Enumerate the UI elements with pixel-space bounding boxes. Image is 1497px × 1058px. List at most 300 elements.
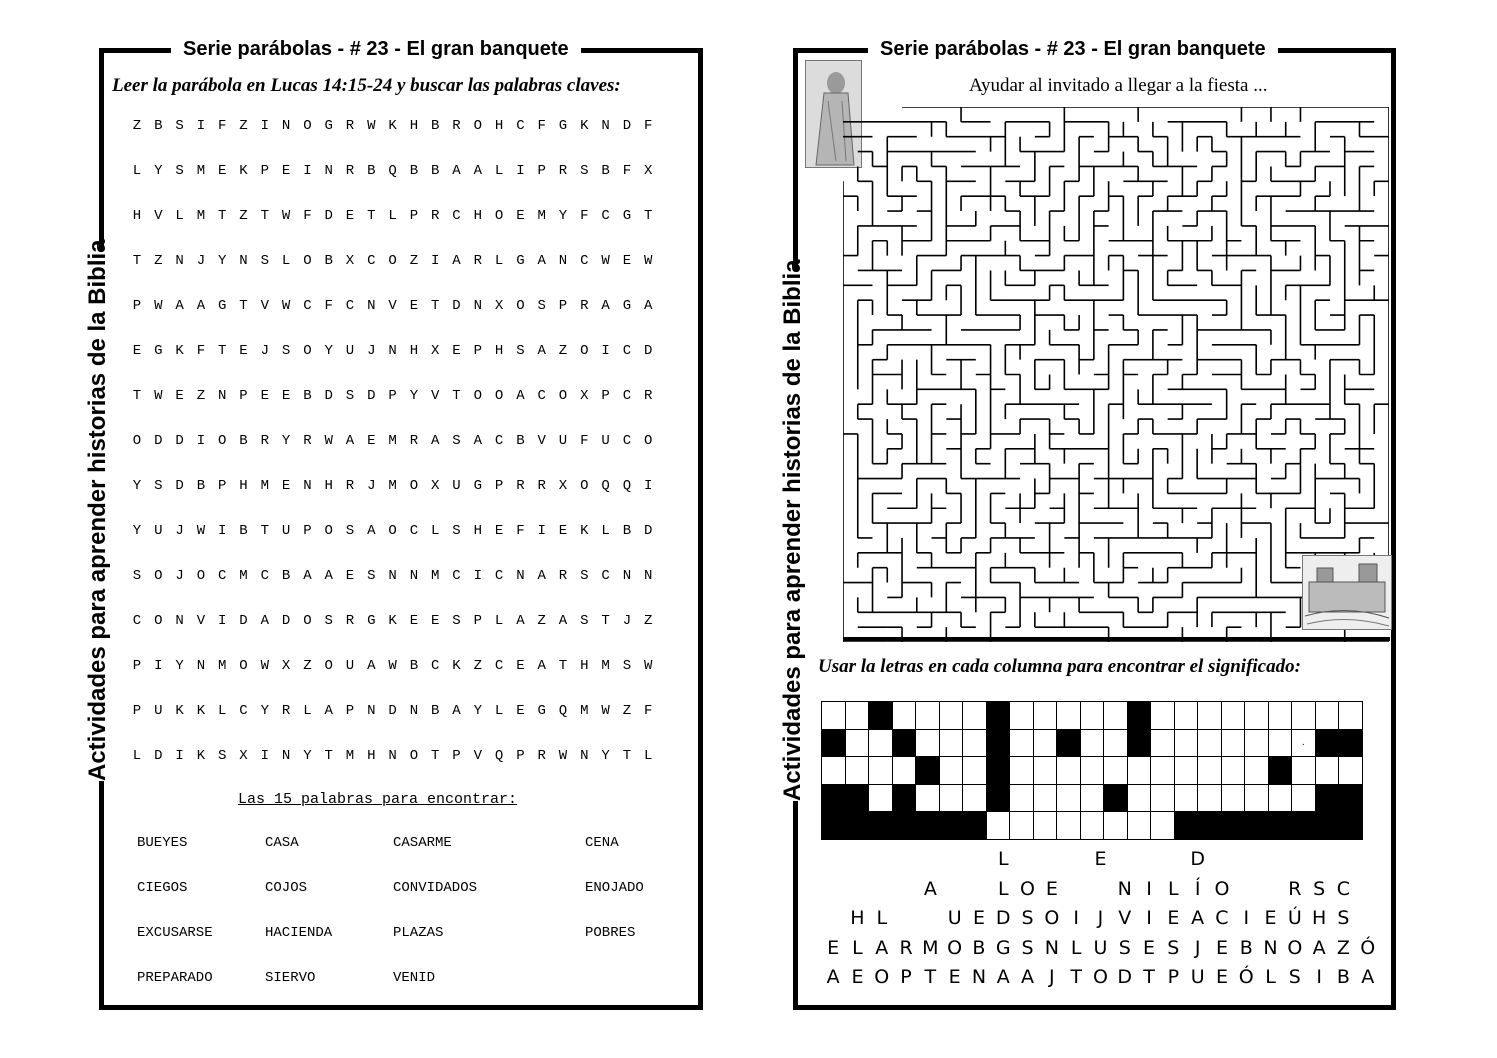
answer-cell[interactable] xyxy=(1292,757,1316,785)
grid-letter[interactable]: N xyxy=(388,748,397,764)
grid-letter[interactable]: R xyxy=(303,433,312,449)
grid-letter[interactable]: N xyxy=(388,568,397,584)
grid-letter[interactable]: H xyxy=(494,118,504,134)
grid-letter[interactable]: G xyxy=(558,118,568,134)
grid-letter[interactable]: T xyxy=(217,208,227,224)
grid-letter[interactable]: O xyxy=(409,478,419,494)
grid-letter[interactable]: Z xyxy=(409,253,419,269)
answer-cell[interactable] xyxy=(963,757,987,785)
grid-letter[interactable]: M xyxy=(430,568,440,584)
grid-letter[interactable]: L xyxy=(132,748,142,764)
grid-letter[interactable]: M xyxy=(388,478,397,494)
grid-letter[interactable]: T xyxy=(430,298,440,314)
grid-letter[interactable]: C xyxy=(452,208,461,224)
grid-letter[interactable]: Y xyxy=(324,343,333,359)
grid-letter[interactable]: W xyxy=(388,658,397,674)
grid-letter[interactable]: A xyxy=(367,523,376,539)
answer-cell[interactable] xyxy=(1315,702,1339,730)
grid-letter[interactable]: Z xyxy=(537,613,546,629)
grid-letter[interactable]: M xyxy=(537,208,546,224)
grid-letter[interactable]: I xyxy=(601,343,610,359)
grid-letter[interactable]: Y xyxy=(601,748,610,764)
grid-letter[interactable]: I xyxy=(196,118,206,134)
grid-letter[interactable]: F xyxy=(622,163,632,179)
grid-letter[interactable]: K xyxy=(239,163,248,179)
grid-letter[interactable]: E xyxy=(430,613,440,629)
answer-cell[interactable] xyxy=(1033,784,1057,812)
grid-letter[interactable]: T xyxy=(260,523,269,539)
grid-letter[interactable]: P xyxy=(388,388,397,404)
grid-letter[interactable]: Z xyxy=(132,118,142,134)
answer-cell[interactable] xyxy=(869,757,893,785)
grid-letter[interactable]: O xyxy=(494,388,504,404)
answer-cell[interactable] xyxy=(1198,784,1222,812)
grid-letter[interactable]: T xyxy=(132,388,142,404)
grid-letter[interactable]: A xyxy=(537,253,546,269)
grid-letter[interactable]: F xyxy=(196,343,206,359)
grid-letter[interactable]: A xyxy=(558,613,568,629)
grid-letter[interactable]: S xyxy=(175,163,184,179)
grid-letter[interactable]: A xyxy=(175,298,184,314)
grid-letter[interactable]: O xyxy=(643,433,653,449)
grid-letter[interactable]: M xyxy=(239,568,248,584)
grid-letter[interactable]: B xyxy=(409,163,419,179)
grid-letter[interactable]: R xyxy=(345,163,355,179)
answer-cell[interactable] xyxy=(916,784,940,812)
grid-letter[interactable]: V xyxy=(260,298,269,314)
grid-letter[interactable]: C xyxy=(580,253,589,269)
answer-cell[interactable] xyxy=(1151,757,1175,785)
grid-letter[interactable]: R xyxy=(516,478,525,494)
grid-letter[interactable]: P xyxy=(452,748,461,764)
answer-cell[interactable] xyxy=(869,784,893,812)
grid-letter[interactable]: O xyxy=(217,433,227,449)
grid-letter[interactable]: O xyxy=(303,253,312,269)
grid-letter[interactable]: D xyxy=(452,298,461,314)
grid-letter[interactable]: C xyxy=(494,568,504,584)
answer-cell[interactable] xyxy=(1127,784,1151,812)
grid-letter[interactable]: T xyxy=(643,208,653,224)
grid-letter[interactable]: O xyxy=(473,388,482,404)
grid-letter[interactable]: E xyxy=(409,298,419,314)
grid-letter[interactable]: V xyxy=(388,298,397,314)
grid-letter[interactable]: N xyxy=(217,388,227,404)
grid-letter[interactable]: Q xyxy=(622,478,632,494)
grid-letter[interactable]: I xyxy=(473,568,482,584)
grid-letter[interactable]: E xyxy=(281,478,291,494)
grid-letter[interactable]: C xyxy=(622,388,632,404)
grid-letter[interactable]: N xyxy=(175,253,184,269)
grid-letter[interactable]: K xyxy=(388,118,397,134)
grid-letter[interactable]: S xyxy=(580,568,589,584)
grid-letter[interactable]: I xyxy=(260,118,269,134)
answer-cell[interactable] xyxy=(1174,729,1198,757)
grid-letter[interactable]: D xyxy=(367,388,376,404)
grid-letter[interactable]: A xyxy=(430,433,440,449)
answer-cell[interactable] xyxy=(1151,702,1175,730)
answer-cell[interactable] xyxy=(1080,812,1104,840)
grid-letter[interactable]: P xyxy=(558,298,568,314)
grid-letter[interactable]: G xyxy=(367,613,376,629)
grid-letter[interactable]: A xyxy=(643,298,653,314)
grid-letter[interactable]: N xyxy=(303,478,312,494)
answer-cell[interactable] xyxy=(1080,784,1104,812)
grid-letter[interactable]: R xyxy=(537,748,546,764)
grid-letter[interactable]: J xyxy=(175,523,184,539)
grid-letter[interactable]: Y xyxy=(132,523,142,539)
answer-cell[interactable] xyxy=(1010,729,1034,757)
grid-letter[interactable]: W xyxy=(154,388,163,404)
grid-letter[interactable]: Z xyxy=(558,343,568,359)
grid-letter[interactable]: U xyxy=(281,523,291,539)
answer-cell[interactable] xyxy=(963,784,987,812)
grid-letter[interactable]: I xyxy=(303,163,312,179)
grid-letter[interactable]: V xyxy=(154,208,163,224)
grid-letter[interactable]: F xyxy=(217,118,227,134)
grid-letter[interactable]: B xyxy=(601,163,610,179)
grid-letter[interactable]: H xyxy=(132,208,142,224)
grid-letter[interactable]: W xyxy=(643,253,653,269)
grid-letter[interactable]: U xyxy=(558,433,568,449)
grid-letter[interactable]: D xyxy=(324,208,333,224)
grid-letter[interactable]: R xyxy=(260,433,269,449)
answer-cell[interactable] xyxy=(986,812,1010,840)
grid-letter[interactable]: D xyxy=(643,523,653,539)
answer-cell[interactable] xyxy=(916,729,940,757)
answer-cell[interactable] xyxy=(1080,702,1104,730)
answer-cell[interactable] xyxy=(1221,702,1245,730)
grid-letter[interactable]: Y xyxy=(558,208,568,224)
grid-letter[interactable]: P xyxy=(132,658,142,674)
grid-letter[interactable]: X xyxy=(580,388,589,404)
grid-letter[interactable]: Y xyxy=(260,703,269,719)
grid-letter[interactable]: F xyxy=(580,433,589,449)
grid-letter[interactable]: W xyxy=(367,118,376,134)
grid-letter[interactable]: O xyxy=(154,568,163,584)
grid-letter[interactable]: W xyxy=(154,298,163,314)
grid-letter[interactable]: S xyxy=(132,568,142,584)
grid-letter[interactable]: B xyxy=(409,658,419,674)
grid-letter[interactable]: Y xyxy=(303,748,312,764)
grid-letter[interactable]: H xyxy=(473,208,482,224)
grid-letter[interactable]: L xyxy=(217,703,227,719)
grid-letter[interactable]: M xyxy=(601,658,610,674)
grid-letter[interactable]: D xyxy=(154,433,163,449)
grid-letter[interactable]: M xyxy=(580,703,589,719)
grid-letter[interactable]: V xyxy=(537,433,546,449)
grid-letter[interactable]: L xyxy=(175,208,184,224)
answer-cell[interactable] xyxy=(1057,812,1081,840)
answer-cell[interactable] xyxy=(1245,784,1269,812)
grid-letter[interactable]: C xyxy=(494,433,504,449)
grid-letter[interactable]: Y xyxy=(132,478,142,494)
grid-letter[interactable]: G xyxy=(537,703,546,719)
grid-letter[interactable]: K xyxy=(452,658,461,674)
answer-cell[interactable]: . xyxy=(1292,729,1316,757)
grid-letter[interactable]: N xyxy=(196,658,206,674)
answer-cell[interactable] xyxy=(1033,812,1057,840)
grid-letter[interactable]: N xyxy=(388,343,397,359)
grid-letter[interactable]: Z xyxy=(196,388,206,404)
grid-letter[interactable]: H xyxy=(367,748,376,764)
answer-cell[interactable] xyxy=(1245,757,1269,785)
grid-letter[interactable]: H xyxy=(324,478,333,494)
grid-letter[interactable]: R xyxy=(452,118,461,134)
grid-letter[interactable]: G xyxy=(324,118,333,134)
grid-letter[interactable]: A xyxy=(452,253,461,269)
grid-letter[interactable]: T xyxy=(132,253,142,269)
grid-letter[interactable]: P xyxy=(239,388,248,404)
grid-letter[interactable]: P xyxy=(260,163,269,179)
grid-letter[interactable]: R xyxy=(643,388,653,404)
answer-cell[interactable] xyxy=(1010,784,1034,812)
grid-letter[interactable]: N xyxy=(367,703,376,719)
grid-letter[interactable]: I xyxy=(516,163,525,179)
grid-letter[interactable]: A xyxy=(537,568,546,584)
grid-letter[interactable]: E xyxy=(345,208,355,224)
answer-cell[interactable] xyxy=(1127,757,1151,785)
grid-letter[interactable]: A xyxy=(473,163,482,179)
grid-letter[interactable]: C xyxy=(430,658,440,674)
grid-letter[interactable]: Q xyxy=(388,163,397,179)
grid-letter[interactable]: G xyxy=(217,298,227,314)
grid-letter[interactable]: E xyxy=(494,523,504,539)
grid-letter[interactable]: B xyxy=(430,703,440,719)
grid-letter[interactable]: W xyxy=(281,208,291,224)
answer-cell[interactable] xyxy=(892,702,916,730)
grid-letter[interactable]: C xyxy=(601,208,610,224)
answer-cell[interactable] xyxy=(1057,702,1081,730)
grid-letter[interactable]: Z xyxy=(622,703,632,719)
grid-letter[interactable]: Y xyxy=(175,658,184,674)
grid-letter[interactable]: V xyxy=(196,613,206,629)
grid-letter[interactable]: H xyxy=(409,343,419,359)
grid-letter[interactable]: O xyxy=(324,523,333,539)
grid-letter[interactable]: A xyxy=(452,163,461,179)
answer-cell[interactable] xyxy=(1198,702,1222,730)
grid-letter[interactable]: D xyxy=(239,613,248,629)
grid-letter[interactable]: I xyxy=(260,748,269,764)
grid-letter[interactable]: T xyxy=(622,748,632,764)
answer-cell[interactable] xyxy=(939,729,963,757)
answer-cell[interactable] xyxy=(939,757,963,785)
answer-cell[interactable] xyxy=(1245,729,1269,757)
grid-letter[interactable]: J xyxy=(367,478,376,494)
grid-letter[interactable]: P xyxy=(345,703,355,719)
grid-letter[interactable]: O xyxy=(388,253,397,269)
answer-cell[interactable] xyxy=(1033,757,1057,785)
answer-cell[interactable] xyxy=(1010,757,1034,785)
grid-letter[interactable]: L xyxy=(281,253,291,269)
grid-letter[interactable]: O xyxy=(473,118,482,134)
grid-letter[interactable]: S xyxy=(580,613,589,629)
answer-cell[interactable] xyxy=(1127,812,1151,840)
grid-letter[interactable]: I xyxy=(175,748,184,764)
grid-letter[interactable]: Z xyxy=(303,658,312,674)
answer-cell[interactable] xyxy=(1174,702,1198,730)
grid-letter[interactable]: C xyxy=(601,568,610,584)
grid-letter[interactable]: F xyxy=(580,208,589,224)
answer-cell[interactable] xyxy=(1151,729,1175,757)
grid-letter[interactable]: D xyxy=(175,433,184,449)
grid-letter[interactable]: E xyxy=(345,568,355,584)
grid-letter[interactable]: O xyxy=(516,298,525,314)
answer-cell[interactable] xyxy=(822,702,846,730)
grid-letter[interactable]: E xyxy=(452,343,461,359)
grid-letter[interactable]: R xyxy=(281,703,291,719)
grid-letter[interactable]: U xyxy=(601,433,610,449)
grid-letter[interactable]: C xyxy=(239,703,248,719)
grid-letter[interactable]: R xyxy=(580,298,589,314)
grid-letter[interactable]: L xyxy=(494,703,504,719)
grid-letter[interactable]: L xyxy=(132,163,142,179)
grid-letter[interactable]: B xyxy=(516,433,525,449)
grid-letter[interactable]: P xyxy=(494,478,504,494)
grid-letter[interactable]: O xyxy=(324,658,333,674)
grid-letter[interactable]: O xyxy=(580,478,589,494)
grid-letter[interactable]: A xyxy=(367,658,376,674)
grid-letter[interactable]: R xyxy=(473,253,482,269)
grid-letter[interactable]: B xyxy=(154,118,163,134)
answer-cell[interactable] xyxy=(1268,784,1292,812)
grid-letter[interactable]: N xyxy=(324,163,333,179)
grid-letter[interactable]: S xyxy=(154,478,163,494)
grid-letter[interactable]: W xyxy=(601,703,610,719)
grid-letter[interactable]: O xyxy=(388,523,397,539)
grid-letter[interactable]: C xyxy=(345,298,355,314)
answer-cell[interactable] xyxy=(892,757,916,785)
grid-letter[interactable]: E xyxy=(132,343,142,359)
grid-letter[interactable]: R xyxy=(430,208,440,224)
grid-letter[interactable]: K xyxy=(580,523,589,539)
grid-letter[interactable]: Y xyxy=(409,388,419,404)
grid-letter[interactable]: T xyxy=(430,748,440,764)
grid-letter[interactable]: F xyxy=(324,298,333,314)
grid-letter[interactable]: R xyxy=(558,568,568,584)
answer-cell[interactable] xyxy=(1010,702,1034,730)
grid-letter[interactable]: P xyxy=(303,523,312,539)
grid-letter[interactable]: K xyxy=(196,748,206,764)
grid-letter[interactable]: M xyxy=(196,163,206,179)
grid-letter[interactable]: O xyxy=(303,343,312,359)
grid-letter[interactable]: A xyxy=(601,298,610,314)
answer-cell[interactable] xyxy=(1221,729,1245,757)
grid-letter[interactable]: N xyxy=(580,748,589,764)
grid-letter[interactable]: T xyxy=(260,208,269,224)
grid-letter[interactable]: K xyxy=(175,703,184,719)
answer-cell[interactable] xyxy=(1057,784,1081,812)
grid-letter[interactable]: Y xyxy=(154,163,163,179)
grid-letter[interactable]: L xyxy=(303,703,312,719)
grid-letter[interactable]: K xyxy=(580,118,589,134)
grid-letter[interactable]: T xyxy=(217,343,227,359)
grid-letter[interactable]: L xyxy=(388,208,397,224)
grid-letter[interactable]: W xyxy=(196,523,206,539)
answer-cell[interactable] xyxy=(1339,757,1363,785)
grid-letter[interactable]: R xyxy=(409,433,419,449)
grid-letter[interactable]: K xyxy=(388,613,397,629)
grid-letter[interactable]: O xyxy=(303,613,312,629)
grid-letter[interactable]: D xyxy=(175,478,184,494)
grid-letter[interactable]: L xyxy=(430,523,440,539)
grid-letter[interactable]: L xyxy=(494,253,504,269)
grid-letter[interactable]: N xyxy=(409,568,419,584)
grid-letter[interactable]: F xyxy=(303,208,312,224)
grid-letter[interactable]: L xyxy=(494,613,504,629)
grid-letter[interactable]: V xyxy=(430,388,440,404)
grid-letter[interactable]: X xyxy=(345,253,355,269)
grid-letter[interactable]: W xyxy=(558,748,568,764)
grid-letter[interactable]: A xyxy=(473,433,482,449)
answer-cell[interactable] xyxy=(1221,757,1245,785)
grid-letter[interactable]: F xyxy=(643,118,653,134)
grid-letter[interactable]: S xyxy=(367,568,376,584)
grid-letter[interactable]: C xyxy=(260,568,269,584)
grid-letter[interactable]: N xyxy=(239,253,248,269)
grid-letter[interactable]: P xyxy=(537,163,546,179)
grid-letter[interactable]: A xyxy=(345,433,355,449)
grid-letter[interactable]: R xyxy=(345,118,355,134)
answer-cell[interactable] xyxy=(1339,702,1363,730)
grid-letter[interactable]: H xyxy=(239,478,248,494)
grid-letter[interactable]: I xyxy=(537,523,546,539)
grid-letter[interactable]: R xyxy=(345,613,355,629)
grid-letter[interactable]: P xyxy=(516,748,525,764)
grid-letter[interactable]: F xyxy=(516,523,525,539)
answer-cell[interactable] xyxy=(1104,812,1128,840)
grid-letter[interactable]: M xyxy=(388,433,397,449)
answer-cell[interactable] xyxy=(1174,784,1198,812)
grid-letter[interactable]: L xyxy=(601,523,610,539)
answer-cell[interactable] xyxy=(1151,784,1175,812)
grid-letter[interactable]: G xyxy=(516,253,525,269)
grid-letter[interactable]: X xyxy=(281,658,291,674)
grid-letter[interactable]: M xyxy=(260,478,269,494)
answer-cell[interactable] xyxy=(1033,702,1057,730)
grid-letter[interactable]: S xyxy=(580,163,589,179)
grid-letter[interactable]: T xyxy=(367,208,376,224)
grid-letter[interactable]: I xyxy=(196,433,206,449)
grid-letter[interactable]: E xyxy=(516,658,525,674)
grid-letter[interactable]: B xyxy=(367,163,376,179)
grid-letter[interactable]: S xyxy=(452,523,461,539)
grid-letter[interactable]: J xyxy=(622,613,632,629)
answer-cell[interactable] xyxy=(963,702,987,730)
grid-letter[interactable]: B xyxy=(622,523,632,539)
grid-letter[interactable]: H xyxy=(494,343,504,359)
grid-letter[interactable]: C xyxy=(516,118,525,134)
grid-letter[interactable]: A xyxy=(537,658,546,674)
grid-letter[interactable]: B xyxy=(239,523,248,539)
answer-cell[interactable] xyxy=(869,729,893,757)
grid-letter[interactable]: I xyxy=(217,613,227,629)
grid-letter[interactable]: C xyxy=(217,568,227,584)
grid-letter[interactable]: O xyxy=(239,658,248,674)
grid-letter[interactable]: W xyxy=(601,253,610,269)
grid-letter[interactable]: A xyxy=(324,703,333,719)
grid-letter[interactable]: V xyxy=(473,748,482,764)
grid-letter[interactable]: N xyxy=(367,298,376,314)
grid-letter[interactable]: P xyxy=(132,703,142,719)
grid-letter[interactable]: P xyxy=(217,478,227,494)
grid-letter[interactable]: Z xyxy=(239,118,248,134)
grid-letter[interactable]: O xyxy=(132,433,142,449)
grid-letter[interactable]: S xyxy=(217,748,227,764)
grid-letter[interactable]: S xyxy=(345,388,355,404)
grid-letter[interactable]: E xyxy=(516,703,525,719)
grid-letter[interactable]: I xyxy=(217,523,227,539)
grid-letter[interactable]: X xyxy=(430,478,440,494)
